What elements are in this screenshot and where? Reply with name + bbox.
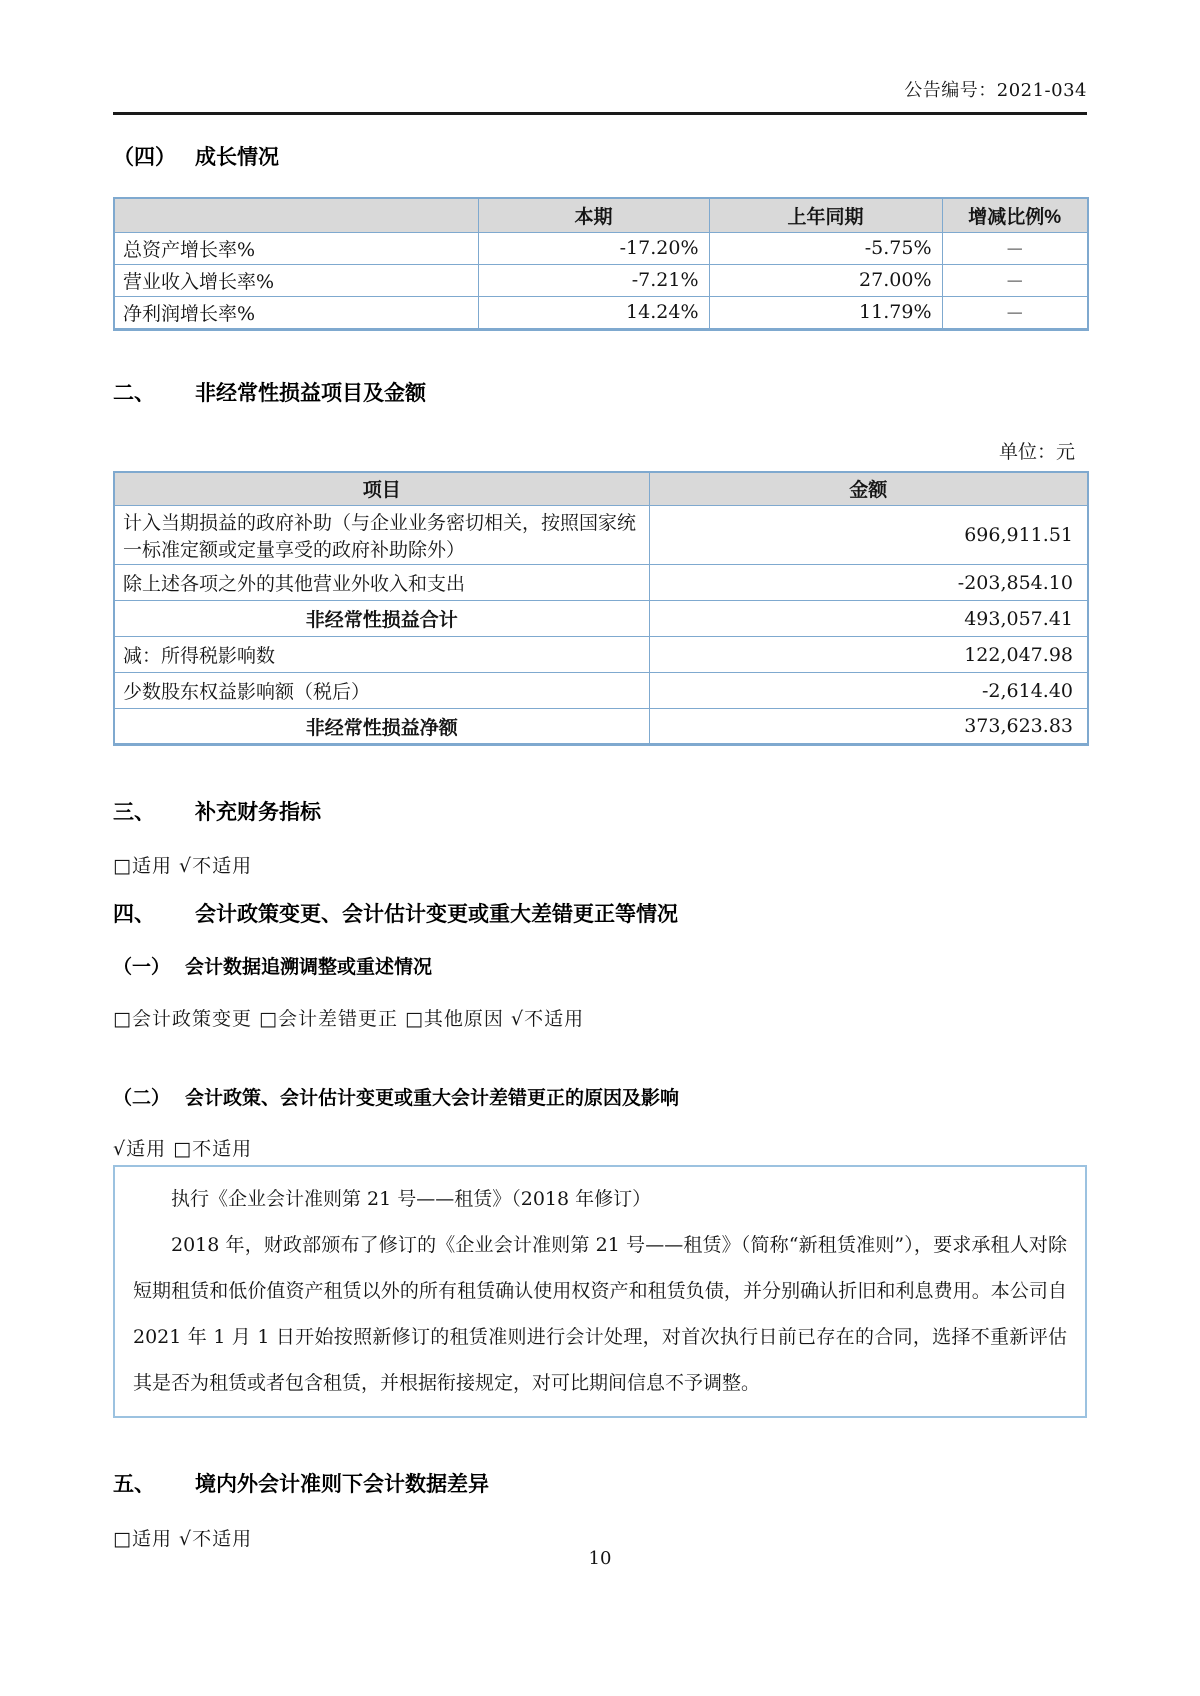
row-label: 非经常性损益合计	[114, 601, 649, 637]
row-amount: 696,911.51	[649, 506, 1088, 565]
row-label: 总资产增长率%	[114, 232, 478, 264]
policy-paragraph-title: 执行《企业会计准则第 21 号——租赁》（2018 年修订）	[171, 1188, 652, 1210]
row-label: 减：所得税影响数	[114, 637, 649, 673]
section-title: 境内外会计准则下会计数据差异	[195, 1473, 489, 1496]
row-label: 非经常性损益净额	[114, 709, 649, 745]
nonrec-header-amount: 金额	[649, 472, 1088, 506]
row-label: 少数股东权益影响额（税后）	[114, 673, 649, 709]
row-change-value: －	[942, 232, 1088, 264]
nonrecurring-table-header-row	[114, 472, 1088, 506]
row-label: 营业收入增长率%	[114, 264, 478, 296]
section-title: 会计政策变更、会计估计变更或重大差错更正等情况	[195, 903, 678, 926]
table-row	[114, 565, 1088, 601]
section-title: 会计政策、会计估计变更或重大会计差错更正的原因及影响	[185, 1088, 680, 1109]
section-number: 二、	[113, 381, 155, 405]
subsection-heading-policy-reasons	[113, 1083, 1087, 1110]
section-number: （二）	[113, 1088, 171, 1109]
row-label: 除上述各项之外的其他营业外收入和支出	[114, 565, 649, 601]
section-number: （四）	[113, 146, 176, 169]
announcement-number: 公告编号：2021-034	[904, 80, 1087, 101]
applicability-line-s4-1: □会计政策变更 □会计差错更正 □其他原因 √不适用	[113, 1008, 585, 1030]
section-number: 五、	[113, 1473, 155, 1496]
policy-explanation-box	[113, 1165, 1087, 1418]
row-amount: -2,614.40	[649, 673, 1088, 709]
growth-header-prior: 上年同期	[709, 198, 942, 232]
growth-header-current: 本期	[478, 198, 709, 232]
table-row	[114, 506, 1088, 565]
page-content	[113, 0, 1087, 1551]
section-heading-nonrecurring	[113, 377, 1087, 407]
row-current-value: 14.24%	[478, 296, 709, 329]
section-heading-accounting-changes	[113, 898, 1087, 928]
row-change-value: －	[942, 296, 1088, 329]
row-label: 净利润增长率%	[114, 296, 478, 329]
table-row	[114, 296, 1088, 329]
table-row	[114, 637, 1088, 673]
applicability-line-s5: □适用 √不适用	[113, 1528, 253, 1550]
row-prior-value: 27.00%	[709, 264, 942, 296]
growth-table-header-row	[114, 198, 1088, 232]
growth-header-blank	[114, 198, 478, 232]
nonrec-header-item: 项目	[114, 472, 649, 506]
row-prior-value: 11.79%	[709, 296, 942, 329]
row-amount: -203,854.10	[649, 565, 1088, 601]
row-amount: 493,057.41	[649, 601, 1088, 637]
table-row	[114, 673, 1088, 709]
applicability-line-s3: □适用 √不适用	[113, 855, 253, 877]
section-heading-standards-difference	[113, 1468, 1087, 1498]
section-title: 非经常性损益项目及金额	[195, 381, 426, 405]
applicability-line-s4-2: √适用 □不适用	[113, 1138, 253, 1160]
row-prior-value: -5.75%	[709, 232, 942, 264]
subsection-heading-retrospective	[113, 952, 1087, 979]
section-heading-growth	[113, 141, 1087, 171]
row-label: 计入当期损益的政府补助（与企业业务密切相关，按照国家统一标准定额或定量享受的政府补助除外）	[114, 506, 649, 565]
section-title: 补充财务指标	[195, 801, 321, 824]
growth-table	[113, 197, 1089, 331]
table-row-subtotal	[114, 601, 1088, 637]
row-amount: 373,623.83	[649, 709, 1088, 745]
row-amount: 122,047.98	[649, 637, 1088, 673]
policy-paragraph-body: 2018 年，财政部颁布了修订的《企业会计准则第 21 号——租赁》（简称“新租赁准则”），要求承租人对除短期租赁和低价值资产租赁以外的所有租赁确认使用权资产和租赁负债，并分别确认折旧和利息费用。本公司自 2021 年 1 月 1 日开始按照新修订的租赁准则进行会计处理，对首次执行日前已存在的合同，选择不重新评估其是否为租赁或者包含租赁，并根据衔接规定，对可比期间信息不予调整。	[133, 1234, 1067, 1394]
header-divider	[113, 112, 1087, 115]
table-row	[114, 232, 1088, 264]
row-current-value: -7.21%	[478, 264, 709, 296]
section-heading-supplementary	[113, 796, 1087, 826]
section-number: 四、	[113, 903, 155, 926]
unit-label: 单位：元	[998, 440, 1075, 463]
row-change-value: －	[942, 264, 1088, 296]
row-current-value: -17.20%	[478, 232, 709, 264]
table-row	[114, 264, 1088, 296]
nonrecurring-table	[113, 471, 1089, 747]
section-title: 成长情况	[195, 146, 279, 169]
section-number: （一）	[113, 957, 171, 978]
growth-header-change: 增减比例%	[942, 198, 1088, 232]
section-number: 三、	[113, 801, 155, 824]
page-number: 10	[588, 1548, 612, 1569]
section-title: 会计数据追溯调整或重述情况	[185, 957, 433, 978]
table-row-total	[114, 709, 1088, 745]
